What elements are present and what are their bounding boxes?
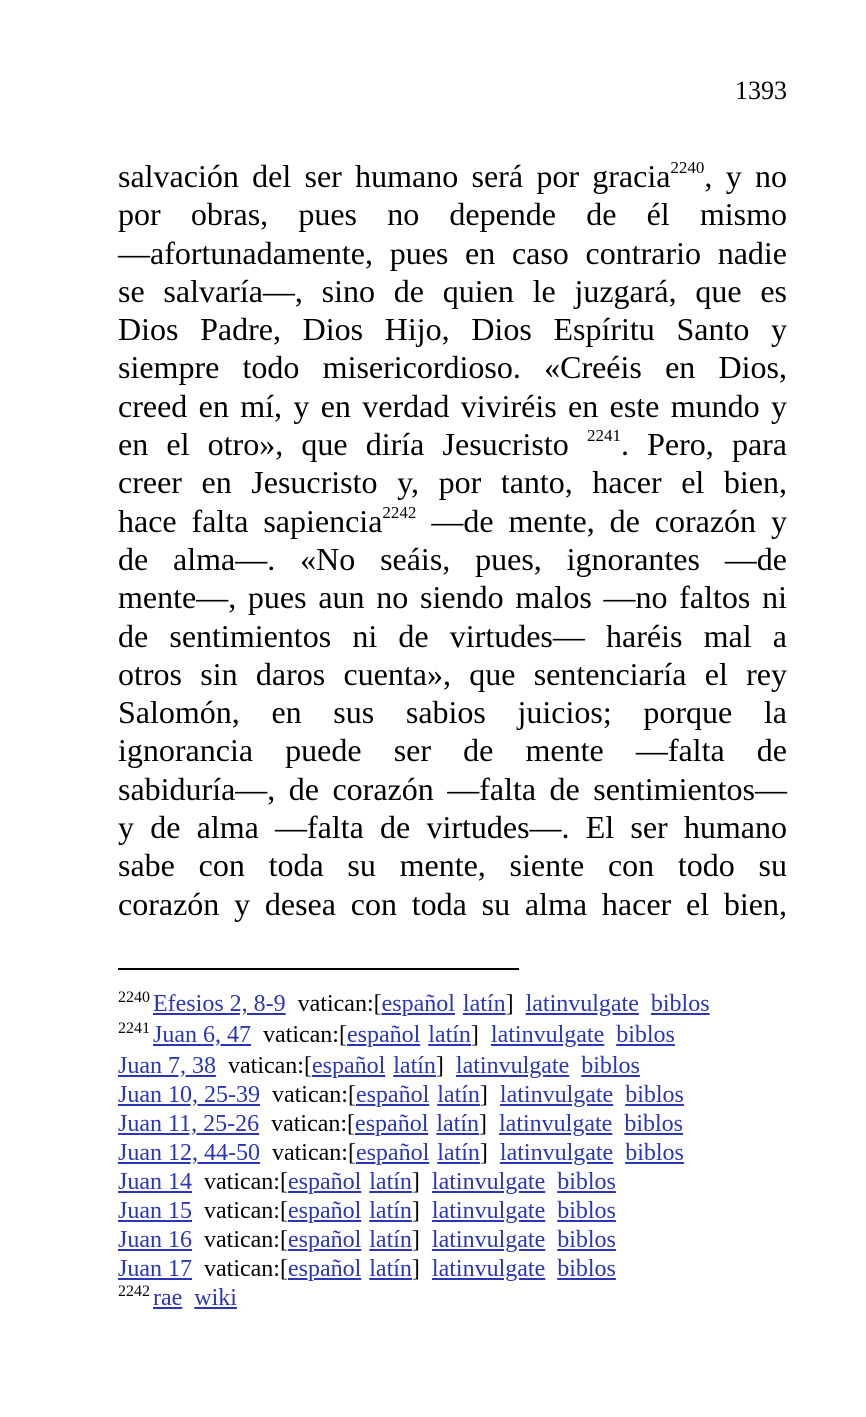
bible-reference-link[interactable]: Juan 16	[118, 1227, 192, 1253]
biblos-link[interactable]: biblos	[581, 1053, 640, 1079]
bracket-close: ]	[479, 1140, 488, 1166]
espanol-link[interactable]: español	[287, 1198, 362, 1224]
body-line	[118, 578, 787, 616]
bible-reference-link[interactable]: Juan 17	[118, 1256, 192, 1282]
body-line	[118, 195, 787, 233]
biblos-link[interactable]: biblos	[625, 1082, 684, 1108]
body-text-segment: hace falta sapiencia	[118, 502, 383, 539]
vatican-label: vatican:[	[271, 1082, 356, 1108]
body-line	[118, 502, 787, 540]
body-text-segment: creer en Jesucristo y, por tanto, hacer el bien,	[118, 464, 787, 501]
latinvulgate-link[interactable]: latinvulgate	[525, 991, 639, 1017]
latinvulgate-link[interactable]: latinvulgate	[431, 1227, 546, 1253]
biblos-link[interactable]: biblos	[616, 1022, 675, 1048]
latin-link[interactable]: latín	[369, 1198, 412, 1224]
body-text-segment: siempre todo misericordioso. «Creéis en Dios,	[118, 349, 787, 386]
wiki-link[interactable]: wiki	[194, 1285, 237, 1311]
espanol-link[interactable]: español	[381, 991, 455, 1017]
bracket-close: ]	[411, 1256, 420, 1282]
biblos-link[interactable]: biblos	[557, 1198, 616, 1224]
footnote-line	[118, 1226, 818, 1255]
body-text-segment: y de alma —falta de virtudes—. El ser humano	[118, 809, 787, 846]
espanol-link[interactable]: español	[355, 1140, 430, 1166]
latinvulgate-link[interactable]: latinvulgate	[431, 1198, 546, 1224]
footnote-line	[118, 990, 818, 1021]
biblos-link[interactable]: biblos	[650, 991, 710, 1017]
latin-link[interactable]: latín	[428, 1022, 471, 1048]
body-text-segment: por obras, pues no depende de él mismo	[118, 196, 787, 233]
footnote-line	[118, 1284, 818, 1315]
bible-reference-link[interactable]: Juan 6, 47	[153, 1022, 251, 1048]
body-line	[118, 693, 787, 731]
body-text-segment: creed en mí, y en verdad viviréis en este mundo y	[118, 387, 787, 424]
body-line	[118, 655, 787, 693]
biblos-link[interactable]: biblos	[624, 1111, 683, 1137]
bracket-close: ]	[411, 1169, 420, 1195]
footnotes	[118, 990, 818, 1315]
bible-reference-link[interactable]: Juan 12, 44-50	[118, 1140, 260, 1166]
vatican-label: vatican:[	[263, 1022, 347, 1048]
bracket-close: ]	[505, 991, 514, 1017]
latin-link[interactable]: latín	[437, 1082, 480, 1108]
bracket-close: ]	[479, 1111, 488, 1137]
body-text-segment: —afortunadamente, pues en caso contrario nadie	[118, 234, 787, 271]
body-line	[118, 425, 787, 463]
body-text-segment: en el otro», que diría Jesucristo	[118, 426, 587, 463]
latinvulgate-link[interactable]: latinvulgate	[455, 1053, 570, 1079]
espanol-link[interactable]: español	[287, 1256, 362, 1282]
bible-reference-link[interactable]: Juan 11, 25-26	[118, 1111, 260, 1137]
body-text-segment: otros sin daros cuenta», que sentenciaría el rey	[118, 655, 787, 692]
biblos-link[interactable]: biblos	[557, 1256, 616, 1282]
vatican-label: vatican:[	[297, 991, 382, 1017]
bible-reference-link[interactable]: Juan 14	[118, 1169, 192, 1195]
footnote-reference[interactable]: 2241	[586, 426, 621, 446]
latinvulgate-link[interactable]: latinvulgate	[431, 1169, 546, 1195]
bible-reference-link[interactable]: Juan 7, 38	[118, 1053, 216, 1079]
footnote-line	[118, 1197, 818, 1226]
body-text-segment: Salomón, en sus sabios juicios; porque la	[118, 694, 787, 731]
biblos-link[interactable]: biblos	[557, 1227, 616, 1253]
footnote-line	[118, 1168, 818, 1197]
bible-reference-link[interactable]: Efesios 2, 8-9	[153, 991, 286, 1017]
espanol-link[interactable]: español	[355, 1111, 429, 1137]
body-text-segment: se salvaría—, sino de quien le juzgará, que es	[118, 272, 787, 309]
body-text	[118, 157, 787, 923]
latin-link[interactable]: latín	[393, 1053, 436, 1079]
latin-link[interactable]: latín	[369, 1256, 412, 1282]
footnote-line	[118, 1052, 818, 1081]
page-number: 1393	[735, 76, 787, 105]
espanol-link[interactable]: español	[346, 1022, 421, 1048]
body-line	[118, 617, 787, 655]
bracket-close: ]	[411, 1198, 420, 1224]
bracket-close: ]	[435, 1053, 444, 1079]
bracket-close: ]	[470, 1022, 479, 1048]
footnote-line	[118, 1110, 818, 1139]
latinvulgate-link[interactable]: latinvulgate	[499, 1111, 613, 1137]
biblos-link[interactable]: biblos	[625, 1140, 684, 1166]
footnote-rule	[118, 968, 519, 970]
latin-link[interactable]: latín	[369, 1227, 412, 1253]
footnote-reference[interactable]: 2240	[670, 158, 705, 177]
latin-link[interactable]: latín	[437, 1140, 480, 1166]
footnote-number: 2242	[118, 1283, 150, 1300]
espanol-link[interactable]: español	[311, 1053, 386, 1079]
body-text-segment: de sentimientos ni de virtudes— haréis mal a	[118, 617, 787, 654]
body-line	[118, 540, 787, 578]
vatican-label: vatican:[	[204, 1256, 288, 1282]
body-text-segment: sabiduría—, de corazón —falta de sentimientos—	[118, 770, 787, 807]
vatican-label: vatican:[	[228, 1053, 312, 1079]
body-line	[118, 348, 787, 386]
body-line	[118, 234, 787, 272]
body-line	[118, 770, 787, 808]
vatican-label: vatican:[	[204, 1227, 288, 1253]
bible-reference-link[interactable]: Juan 10, 25-39	[118, 1082, 260, 1108]
body-text-segment: corazón y desea con toda su alma hacer el bien,	[118, 885, 787, 922]
footnote-line	[118, 1255, 818, 1284]
footnote-line	[118, 1139, 818, 1168]
latinvulgate-link[interactable]: latinvulgate	[490, 1022, 605, 1048]
latinvulgate-link[interactable]: latinvulgate	[431, 1256, 546, 1282]
latin-link[interactable]: latín	[369, 1169, 412, 1195]
latin-link[interactable]: latín	[436, 1111, 480, 1137]
footnote-number: 2241	[118, 1020, 150, 1037]
body-line	[118, 272, 787, 310]
vatican-label: vatican:[	[204, 1198, 288, 1224]
body-text-segment: . Pero, para	[620, 426, 788, 463]
body-text-segment: de alma—. «No seáis, pues, ignorantes —de	[118, 540, 787, 577]
body-line	[118, 808, 787, 846]
body-text-segment: , y no	[704, 158, 788, 194]
body-text-segment: —de mente, de corazón y	[416, 502, 788, 539]
latin-link[interactable]: latín	[462, 991, 506, 1017]
body-text-segment: Dios Padre, Dios Hijo, Dios Espíritu Santo y	[118, 311, 787, 348]
bracket-close: ]	[411, 1227, 420, 1253]
body-text-segment: sabe con toda su mente, siente con todo su	[118, 847, 787, 884]
vatican-label: vatican:[	[204, 1169, 288, 1195]
footnote-line	[118, 1081, 818, 1110]
body-line	[118, 846, 787, 884]
body-line	[118, 885, 787, 923]
latinvulgate-link[interactable]: latinvulgate	[499, 1140, 614, 1166]
body-line	[118, 157, 787, 195]
biblos-link[interactable]: biblos	[557, 1169, 616, 1195]
vatican-label: vatican:[	[271, 1111, 356, 1137]
espanol-link[interactable]: español	[287, 1169, 362, 1195]
footnote-number: 2240	[118, 989, 150, 1006]
footnote-reference[interactable]: 2242	[382, 502, 417, 522]
vatican-label: vatican:[	[271, 1140, 356, 1166]
body-line	[118, 310, 787, 348]
body-line	[118, 463, 787, 501]
espanol-link[interactable]: español	[287, 1227, 362, 1253]
espanol-link[interactable]: español	[355, 1082, 430, 1108]
body-text-segment: mente—, pues aun no siendo malos —no faltos ni	[118, 579, 787, 616]
bible-reference-link[interactable]: Juan 15	[118, 1198, 192, 1224]
rae-link[interactable]: rae	[153, 1285, 183, 1311]
body-line	[118, 731, 787, 769]
latinvulgate-link[interactable]: latinvulgate	[499, 1082, 614, 1108]
body-line	[118, 387, 787, 425]
footnote-line	[118, 1021, 818, 1052]
body-text-segment: salvación del ser humano será por gracia	[118, 158, 671, 194]
body-text-segment: ignorancia puede ser de mente —falta de	[118, 732, 787, 769]
bracket-close: ]	[479, 1082, 488, 1108]
